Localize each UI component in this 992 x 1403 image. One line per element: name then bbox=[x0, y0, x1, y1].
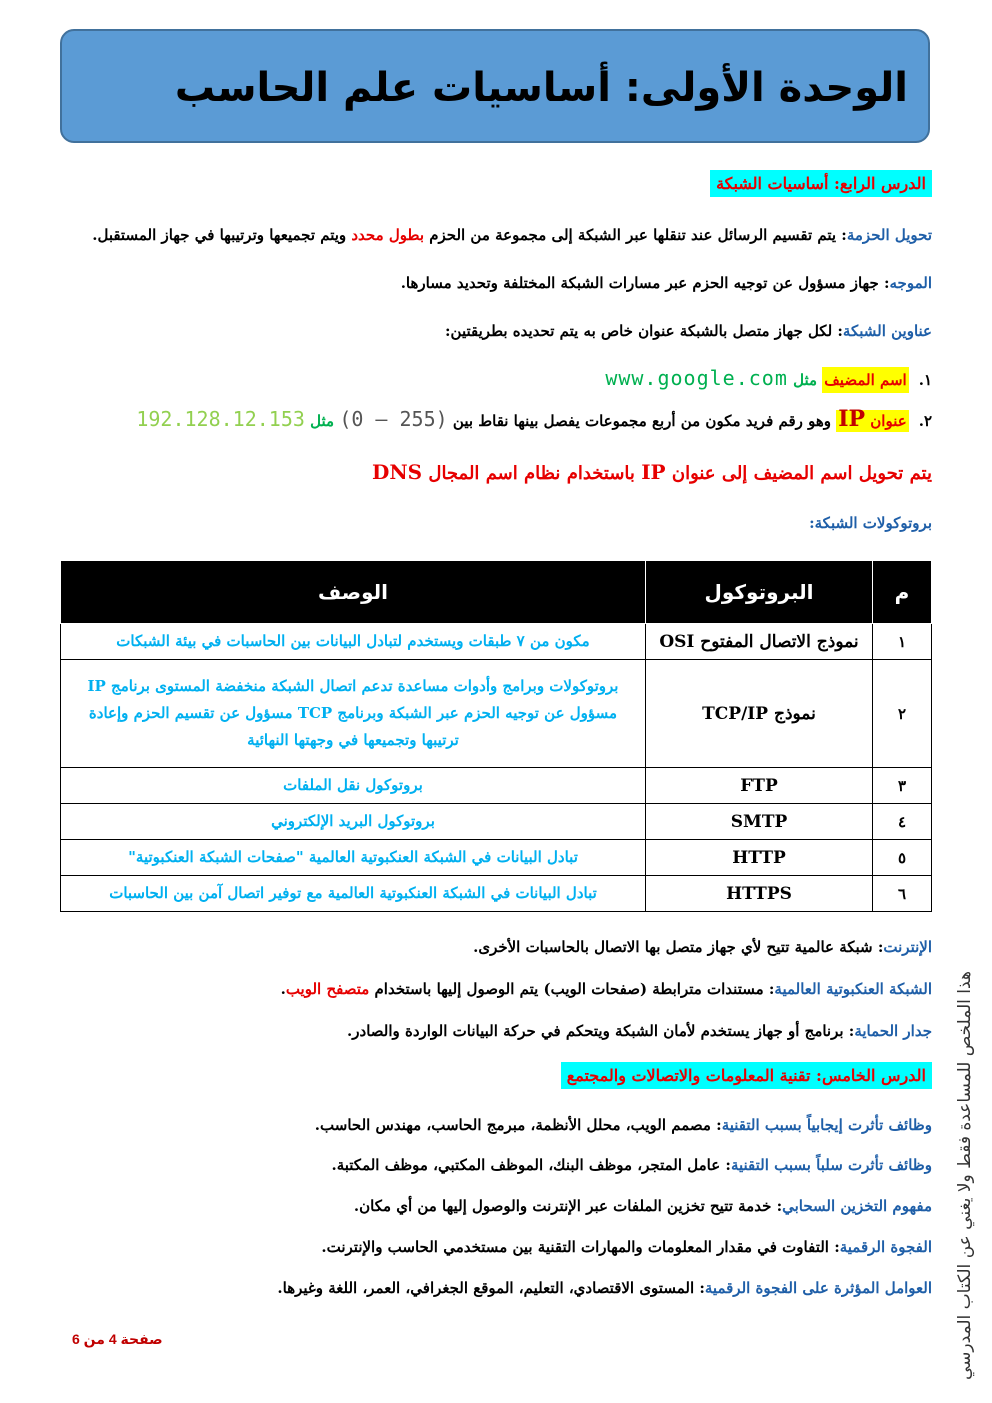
jobs-positive bbox=[315, 1116, 932, 1134]
lesson4-label: الدرس الرابع: bbox=[833, 174, 926, 193]
row-protocol: نموذج الاتصال المفتوح OSI bbox=[646, 624, 873, 660]
header-protocol: البروتوكول bbox=[646, 561, 873, 624]
protocols-table bbox=[60, 560, 932, 912]
lesson4-heading bbox=[710, 170, 932, 197]
row-description: بروتوكول البريد الإلكتروني bbox=[61, 804, 646, 840]
header-description: الوصف bbox=[61, 561, 646, 624]
gap-factors-term: العوامل المؤثرة على الفجوة الرقمية bbox=[704, 1279, 932, 1297]
table-row bbox=[61, 876, 932, 912]
table-row bbox=[61, 660, 932, 768]
row-num: ٥ bbox=[873, 840, 932, 876]
table-row bbox=[61, 840, 932, 876]
protocols-heading: بروتوكولات الشبكة: bbox=[809, 514, 932, 532]
method2-label bbox=[836, 406, 909, 432]
row-protocol: FTP bbox=[646, 768, 873, 804]
packet-highlight: بطول محدد bbox=[351, 226, 424, 244]
row-num: ٤ bbox=[873, 804, 932, 840]
jobs-negative-term: وظائف تأثرت سلباً بسبب التقنية bbox=[730, 1156, 932, 1174]
row-protocol: SMTP bbox=[646, 804, 873, 840]
firewall-term: جدار الحماية bbox=[854, 1022, 932, 1040]
gap-factors bbox=[277, 1279, 932, 1297]
firewall-text: : برنامج أو جهاز يستخدم لأمان الشبكة ويتحكم في حركة البيانات الواردة والصادر. bbox=[347, 1022, 855, 1040]
jobs-positive-text: : مصمم الويب، محلل الأنظمة، مبرمج الحاسب، مهندس الحاسب. bbox=[314, 1116, 722, 1134]
unit-title: الوحدة الأولى: أساسيات علم الحاسب bbox=[174, 65, 908, 111]
lesson5-heading bbox=[561, 1062, 932, 1089]
addresses-term: عناوين الشبكة bbox=[842, 322, 932, 340]
www-text: : مستندات مترابطة (صفحات الويب) يتم الوصول إليها باستخدام bbox=[369, 980, 775, 998]
page-number: صفحة 4 من 6 bbox=[72, 1331, 163, 1347]
dns-text2: باستخدام نظام اسم المجال bbox=[422, 463, 642, 484]
www-definition bbox=[281, 980, 932, 998]
lesson4-title: أساسيات الشبكة bbox=[716, 174, 829, 193]
lesson5-title: تقنية المعلومات والاتصالات والمجتمع bbox=[566, 1066, 811, 1085]
row-description: بروتوكول نقل الملفات bbox=[61, 768, 646, 804]
cloud-text: : خدمة تتيح تخزين الملفات عبر الإنترنت والوصول إليها من أي مكان. bbox=[353, 1197, 783, 1215]
side-note: هذا الملخص للمساعدة فقط ولا يغني عن الكتاب المدرسي bbox=[955, 971, 975, 1380]
row-num: ٣ bbox=[873, 768, 932, 804]
row-protocol: نموذج TCP/IP bbox=[646, 660, 873, 768]
internet-definition bbox=[473, 938, 932, 956]
method2-text: وهو رقم فريد مكون من أربع مجموعات يفصل بينها نقاط بين bbox=[447, 412, 837, 430]
method1-num: ١. bbox=[918, 371, 932, 389]
method2-item bbox=[136, 406, 932, 432]
unit-title-banner bbox=[60, 29, 930, 143]
lesson5-label: الدرس الخامس: bbox=[816, 1066, 926, 1085]
table-row bbox=[61, 624, 932, 660]
packet-text-end: ويتم تجميعها وترتيبها في جهاز المستقبل. bbox=[92, 226, 352, 244]
jobs-positive-term: وظائف تأثرت إيجابياً بسبب التقنية bbox=[721, 1116, 932, 1134]
network-addresses-definition bbox=[445, 322, 932, 340]
router-definition bbox=[401, 274, 932, 292]
method2-example-word: مثل bbox=[310, 412, 335, 430]
method2-label-ip: IP bbox=[838, 406, 866, 432]
method1-example-word: مثل bbox=[793, 371, 818, 389]
digital-gap-text: : التفاوت في مقدار المعلومات والمهارات التقنية بين مستخدمي الحاسب والإنترنت. bbox=[321, 1238, 840, 1256]
digital-gap-term: الفجوة الرقمية bbox=[839, 1238, 932, 1256]
jobs-negative-text: : عامل المتجر، موظف البنك، الموظف المكتبي، موظف المكتبة. bbox=[331, 1156, 731, 1174]
digital-gap bbox=[321, 1238, 932, 1256]
table-row bbox=[61, 768, 932, 804]
router-text: : جهاز مسؤول عن توجيه الحزم عبر مسارات الشبكة المختلفة وتحديد مسارها. bbox=[400, 274, 890, 292]
table-row bbox=[61, 804, 932, 840]
method2-label-word: عنوان bbox=[870, 412, 907, 430]
method2-example: 192.128.12.153 bbox=[136, 407, 305, 431]
row-description: مكون من ٧ طبقات ويستخدم لتبادل البيانات بين الحاسبات في بيئة الشبكات bbox=[61, 624, 646, 660]
packet-text: : يتم تقسيم الرسائل عند تنقلها عبر الشبكة إلى مجموعة من الحزم bbox=[424, 226, 847, 244]
row-description-line3: ترتيبها وتجميعها في وجهتها النهائية bbox=[247, 731, 459, 749]
method2-range: (0 – 255) bbox=[339, 407, 448, 431]
row-description-line2: مسؤول عن توجيه الحزم عبر الشبكة وبرنامج TCP مسؤول عن تقسيم الحزم وإعادة bbox=[88, 704, 618, 722]
packet-switching-definition bbox=[92, 226, 932, 244]
method1-label: اسم المضيف bbox=[822, 367, 908, 393]
table-header-row bbox=[61, 561, 932, 624]
method1-example: www.google.com bbox=[605, 366, 788, 390]
gap-factors-text: : المستوى الاقتصادي، التعليم، الموقع الجغرافي، العمر، اللغة وغيرها. bbox=[277, 1279, 705, 1297]
packet-term: تحويل الحزمة bbox=[846, 226, 932, 244]
row-description-line1: بروتوكولات وبرامج وأدوات مساعدة تدعم اتصال الشبكة منخفضة المستوى برنامج IP bbox=[87, 677, 619, 695]
addresses-text: : لكل جهاز متصل بالشبكة عنوان خاص به يتم تحديده بطريقتين: bbox=[445, 322, 843, 340]
row-num: ٢ bbox=[873, 660, 932, 768]
www-end: . bbox=[280, 980, 286, 998]
internet-term: الإنترنت bbox=[883, 938, 932, 956]
row-protocol: HTTP bbox=[646, 840, 873, 876]
method1-item bbox=[605, 366, 932, 390]
row-description: تبادل البيانات في الشبكة العنكبوتية العالمية مع توفير اتصال آمن بين الحاسبات bbox=[61, 876, 646, 912]
dns-note bbox=[372, 460, 932, 484]
www-term: الشبكة العنكبوتية العالمية bbox=[774, 980, 932, 998]
row-description bbox=[61, 660, 646, 768]
www-highlight: متصفح الويب bbox=[285, 980, 370, 998]
method2-num: ٢. bbox=[918, 412, 932, 430]
cloud-term: مفهوم التخزين السحابي bbox=[782, 1197, 932, 1215]
row-description: تبادل البيانات في الشبكة العنكبوتية العالمية "صفحات الشبكة العنكبوتية" bbox=[61, 840, 646, 876]
dns-text1: يتم تحويل اسم المضيف إلى عنوان bbox=[665, 463, 932, 484]
row-num: ٦ bbox=[873, 876, 932, 912]
jobs-negative bbox=[331, 1156, 932, 1174]
row-protocol: HTTPS bbox=[646, 876, 873, 912]
cloud-storage bbox=[354, 1197, 932, 1215]
header-num: م bbox=[873, 561, 932, 624]
internet-text: : شبكة عالمية تتيح لأي جهاز متصل بها الاتصال بالحاسبات الأخرى. bbox=[473, 938, 884, 956]
firewall-definition bbox=[347, 1022, 932, 1040]
dns-acronym: DNS bbox=[372, 460, 423, 484]
router-term: الموجه bbox=[889, 274, 932, 292]
row-num: ١ bbox=[873, 624, 932, 660]
dns-ip: IP bbox=[641, 460, 666, 484]
